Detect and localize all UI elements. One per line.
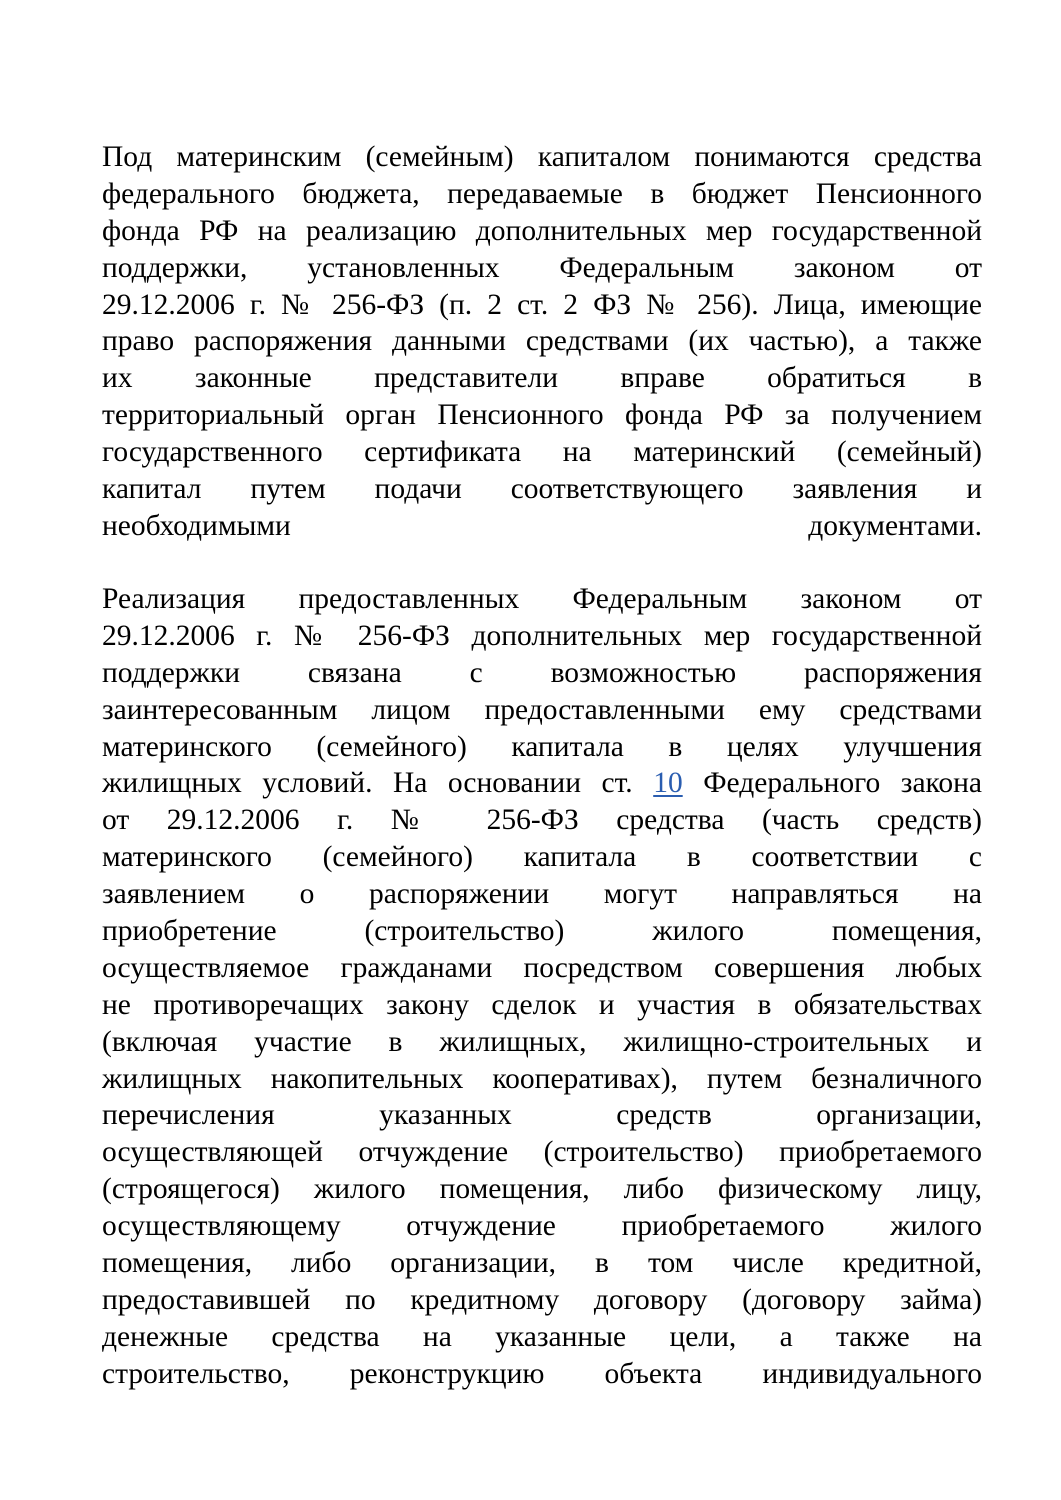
text-line: денежные средства на указанные цели, а также на — [102, 1320, 982, 1353]
text-line: не противоречащих закону сделок и участия в обязательствах — [102, 988, 982, 1021]
text-line: заинтересованным лицом предоставленными ему средствами — [102, 693, 982, 726]
paragraph-housing-use — [102, 581, 982, 1393]
text-line: помещения, либо организации, в том числе кредитной, — [102, 1247, 982, 1280]
text-line: федерального бюджета, передаваемые в бюджет Пенсионного — [102, 177, 982, 210]
text-line: (строящегося) жилого помещения, либо физическому лицу, — [102, 1173, 982, 1206]
text-line: капитал путем подачи соответствующего заявления и — [102, 473, 982, 506]
text-line: заявлением о распоряжении могут направляться на — [102, 878, 982, 911]
text-line: приобретение (строительство) жилого помещения, — [102, 915, 982, 948]
text-line: осуществляющей отчуждение (строительство) приобретаемого — [102, 1136, 982, 1169]
text-line: жилищных накопительных кооперативах), путем безналичного — [102, 1062, 982, 1095]
text-line: 29.12.2006 г. № 256-ФЗ дополнительных мер государственной — [102, 619, 982, 652]
text-line: материнского (семейного) капитала в целях улучшения — [102, 730, 982, 763]
text-line: право распоряжения данными средствами (их частью), а также — [102, 325, 982, 358]
text-line: поддержки связана с возможностью распоряжения — [102, 656, 982, 689]
paragraph-maternity-capital-definition — [102, 139, 982, 545]
text-line: (включая участие в жилищных, жилищно-строительных и — [102, 1025, 982, 1058]
text-line: 29.12.2006 г. № 256-ФЗ (п. 2 ст. 2 ФЗ № 256). Лица, имеющие — [102, 288, 982, 321]
text-line: необходимыми документами. — [102, 509, 982, 542]
text-line: территориальный орган Пенсионного фонда РФ за получением — [102, 399, 982, 432]
text-line: их законные представители вправе обратиться в — [102, 362, 982, 395]
text-line: поддержки, установленных Федеральным законом от — [102, 251, 982, 284]
text-line: Реализация предоставленных Федеральным законом от — [102, 583, 982, 615]
text-line: фонда РФ на реализацию дополнительных мер государственной — [102, 214, 982, 247]
text-line: строительство, реконструкцию объекта индивидуального — [102, 1357, 982, 1390]
text-line: материнского (семейного) капитала в соответствии с — [102, 841, 982, 874]
text-line-with-link — [102, 765, 982, 802]
text-line: предоставившей по кредитному договору (договору займа) — [102, 1283, 982, 1316]
text-line: государственного сертификата на материнский (семейный) — [102, 436, 982, 469]
text-line: от 29.12.2006 г. № 256-ФЗ средства (часть средств) — [102, 804, 982, 837]
text-line: перечисления указанных средств организации, — [102, 1099, 982, 1132]
text-line: Под материнским (семейным) капиталом понимаются средства — [102, 141, 982, 173]
link-line-suffix: Федерального закона — [682, 767, 982, 800]
text-line: осуществляемое гражданами посредством совершения любых — [102, 951, 982, 984]
link-line-prefix: жилищных условий. На основании ст. — [102, 767, 654, 800]
text-line: осуществляющему отчуждение приобретаемого жилого — [102, 1210, 982, 1243]
article-10-link[interactable]: 10 — [653, 767, 683, 800]
